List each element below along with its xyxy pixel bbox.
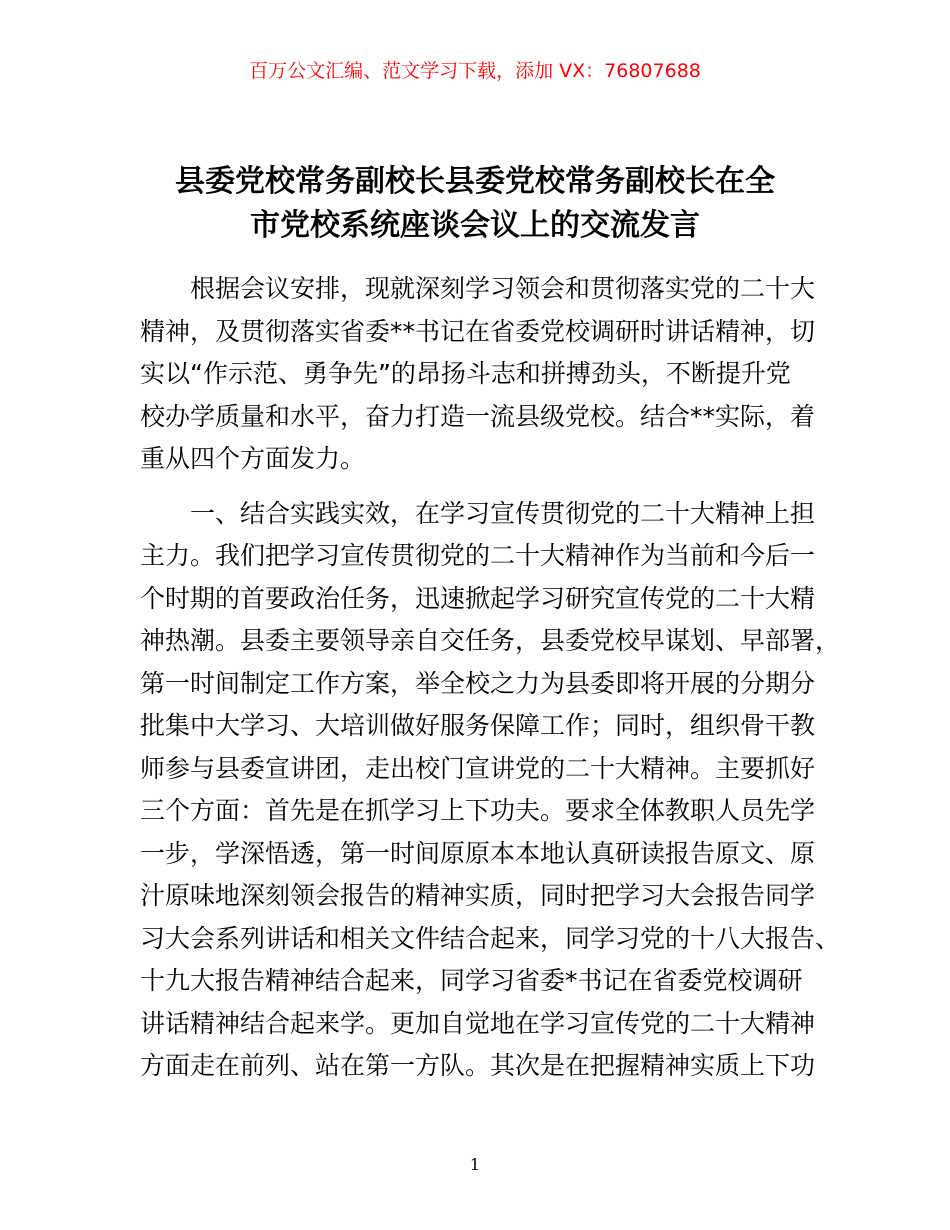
paragraph-2 <box>140 493 841 1088</box>
text-line: 讲话精神结合起来学。更加自觉地在学习宣传党的二十大精神 <box>140 1008 816 1038</box>
text-line: 汁原味地深刻领会报告的精神实质，同时把学习大会报告同学 <box>140 881 816 910</box>
paragraph-1 <box>140 268 830 481</box>
text-line: 一步，学深悟透，第一时间原原本本地认真研读报告原文、原 <box>140 838 816 868</box>
document-title <box>120 160 830 248</box>
text-line: 个时期的首要政治任务，迅速掀起学习研究宣传党的二十大精 <box>140 583 816 613</box>
text-line: 主力。我们把学习宣传贯彻党的二十大精神作为当前和今后一 <box>140 541 816 570</box>
text-line: 根据会议安排，现就深刻学习领会和贯彻落实党的二十大 <box>190 274 816 303</box>
text-line: 精神，及贯彻落实省委**书记在省委党校调研时讲话精神，切 <box>140 316 816 346</box>
page-number: 1 <box>469 1155 481 1174</box>
text-line: 校办学质量和水平，奋力打造一流县级党校。结合**实际，着 <box>140 401 816 431</box>
text-line: 重从四个方面发力。 <box>140 444 366 473</box>
header-banner: 百万公文汇编、范文学习下载，添加 VX：76807688 <box>249 60 701 82</box>
title-line: 县委党校常务副校长县委党校常务副校长在全 <box>175 164 775 199</box>
document-body <box>140 268 841 1088</box>
text-line: 师参与县委宣讲团，走出校门宣讲党的二十大精神。主要抓好 <box>140 753 816 783</box>
text-line: 习大会系列讲话和相关文件结合起来，同学习党的十八大报告、 <box>140 923 841 953</box>
text-line: 三个方面：首先是在抓学习上下功夫。要求全体教职人员先学 <box>140 796 816 825</box>
text-line: 方面走在前列、站在第一方队。其次是在把握精神实质上下功 <box>140 1051 816 1080</box>
text-line: 实以“作示范、勇争先”的昂扬斗志和拼搏劲头，不断提升党 <box>140 359 791 388</box>
text-line: 一、结合实践实效，在学习宣传贯彻党的二十大精神上担 <box>190 498 816 528</box>
text-line: 第一时间制定工作方案，举全校之力为县委即将开展的分期分 <box>140 668 816 698</box>
title-line: 市党校系统座谈会议上的交流发言 <box>250 208 700 243</box>
paragraph-spacer <box>140 481 830 493</box>
text-line: 十九大报告精神结合起来，同学习省委*书记在省委党校调研 <box>140 966 803 995</box>
text-line: 神热潮。县委主要领导亲自交任务，县委党校早谋划、早部署， <box>140 626 841 655</box>
text-line: 批集中大学习、大培训做好服务保障工作；同时，组织骨干教 <box>140 711 816 740</box>
